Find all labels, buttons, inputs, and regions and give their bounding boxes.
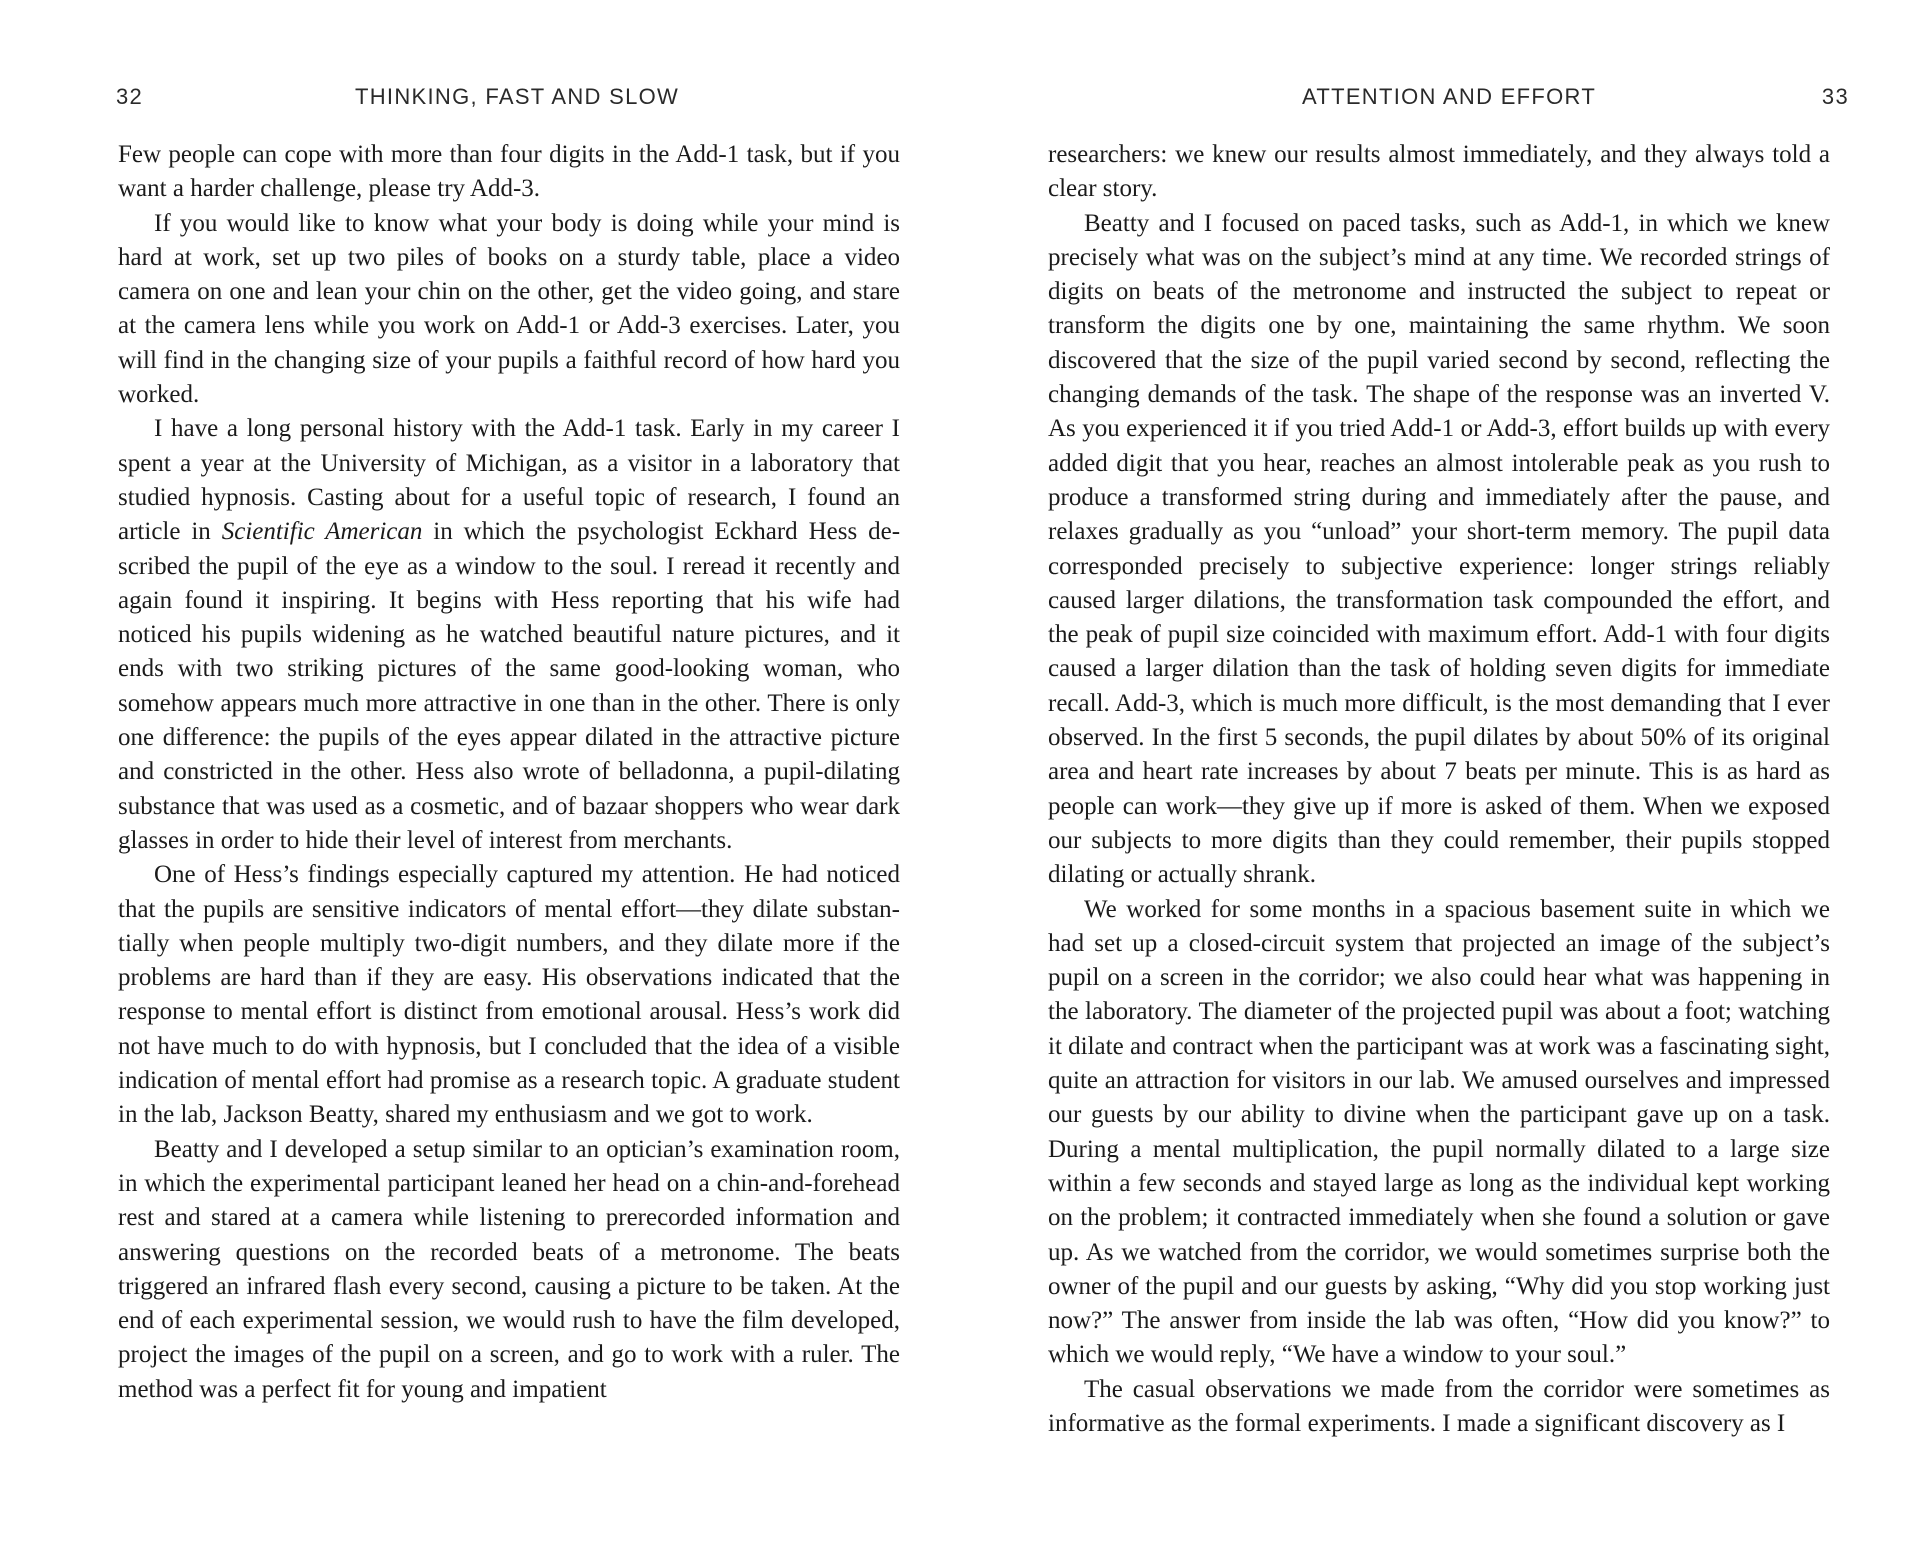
paragraph: Beatty and I focused on paced tasks, such as Add-1, in which we knew precisely what was on the subject’s mind at any time. We recorded strings of digits on beats of the metronome and instructed the subject to repeat or transform the digits one by one, maintaining the same rhythm. We soon discovered that the size of the pupil varied second by second, reflecting the changing demands of the task. The shape of the response was an inverted V. As you experienced it if you tried Add-1 or Add-3, effort builds up with every added digit that you hear, reaches an almost intolerable peak as you rush to produce a transformed string during and immediately after the pause, and relaxes gradually as you “unload” your short-term memory. The pupil data corresponded precisely to subjective experience: longer strings reliably caused larger dilations, the transformation task compounded the effort, and the peak of pupil size coincided with maximum effort. Add-1 with four digits caused a larger dilation than the task of holding seven digits for immediate recall. Add-3, which is much more difficult, is the most demanding that I ever observed. In the first 5 seconds, the pupil dilates by about 50% of its original area and heart rate increases by about 7 beats per minute. This is as hard as people can work—they give up if more is asked of them. When we exposed our subjects to more digits than they could remember, their pupils stopped dilating or actually shrank.: [1048, 209, 1830, 889]
paragraph: [118, 412, 900, 858]
paragraph: Few people can cope with more than four digits in the Add-1 task, but if you want a harder challenge, please try Add-3.: [118, 141, 900, 203]
paragraph-text: in which the psychologist Eckhard Hess described the pupil of the eye as a window to the soul. I reread it recently and again found it inspiring. It begins with Hess reporting that his wife had noticed his pupils widening as he watched beautiful nature pictures, and it ends with two striking pictures of the same good-looking woman, who somehow appears much more attractive in one than in the other. There is only one difference: the pupils of the eyes appear dilated in the attractive picture and constricted in the other. Hess also wrote of belladonna, a pupil-dilating substance that was used as a cosmetic, and of bazaar shoppers who wear dark glasses in order to hide their level of interest from merchants.: [118, 518, 901, 854]
paragraph: researchers: we knew our results almost immediately, and they always told a clear story.: [1048, 141, 1830, 203]
italic-title: Scientific American: [221, 518, 423, 546]
right-page-number: 33: [1821, 84, 1849, 109]
right-page: [965, 0, 1930, 1561]
paragraph: Beatty and I developed a setup similar to an optician’s examination room, in which the experimental participant leaned her head on a chin-and-forehead rest and stared at a camera while listening to prerecorded information and answering questions on the recorded beats of a metronome. The beats triggered an infrared flash every second, causing a picture to be taken. At the end of each experimental session, we would rush to have the film developed, project the images of the pupil on a screen, and go to work with a ruler. The method was a perfect fit for young and impatient: [118, 1135, 900, 1403]
right-page-body: [1048, 138, 1830, 1441]
paragraph-text: I have a long personal history with the Add-1 task. Early in my career I spent a year at the University of Michigan, as a visitor in a laboratory that studied hypnosis. Casting about for a useful topic of research, I found an article in: [118, 415, 900, 546]
right-running-head: ATTENTION AND EFFORT: [1302, 84, 1597, 109]
left-page-body: [118, 138, 900, 1407]
paragraph: The casual observations we made from the corridor were sometimes as informative as the formal experiments. I made a significant discovery as I: [1048, 1375, 1830, 1437]
paragraph: If you would like to know what your body is doing while your mind is hard at work, set up two piles of books on a sturdy table, place a video camera on one and lean your chin on the other, get the video going, and stare at the camera lens while you work on Add-1 or Add-3 exercises. Later, you will find in the changing size of your pupils a faithful record of how hard you worked.: [118, 209, 900, 409]
left-running-head: THINKING, FAST AND SLOW: [355, 84, 680, 109]
paragraph: One of Hess’s findings especially captured my attention. He had noticed that the pupils are sensitive indicators of mental effort—they dilate substantially when people multiply two-digit numbers, and they dilate more if the problems are hard than if they are easy. His observations indicated that the response to mental effort is distinct from emotional arousal. Hess’s work did not have much to do with hypnosis, but I concluded that the idea of a visible indication of mental effort had promise as a research topic. A graduate student in the lab, Jackson Beatty, shared my enthusiasm and we got to work.: [118, 861, 900, 1129]
paragraph: We worked for some months in a spacious basement suite in which we had set up a closed-circuit system that projected an image of the subject’s pupil on a screen in the corridor; we also could hear what was happening in the laboratory. The diameter of the projected pupil was about a foot; watching it dilate and contract when the participant was at work was a fascinating sight, quite an attraction for visitors in our lab. We amused ourselves and impressed our guests by our ability to divine when the participant gave up on a task. During a mental multiplication, the pupil normally dilated to a large size within a few seconds and stayed large as long as the individual kept working on the problem; it contracted immediately when she found a solution or gave up. As we watched from the corridor, we would sometimes surprise both the owner of the pupil and our guests by asking, “Why did you stop working just now?” The answer from inside the lab was often, “How did you know?” to which we would reply, “We have a window to your soul.”: [1048, 895, 1830, 1369]
left-page-number: 32: [116, 84, 144, 109]
